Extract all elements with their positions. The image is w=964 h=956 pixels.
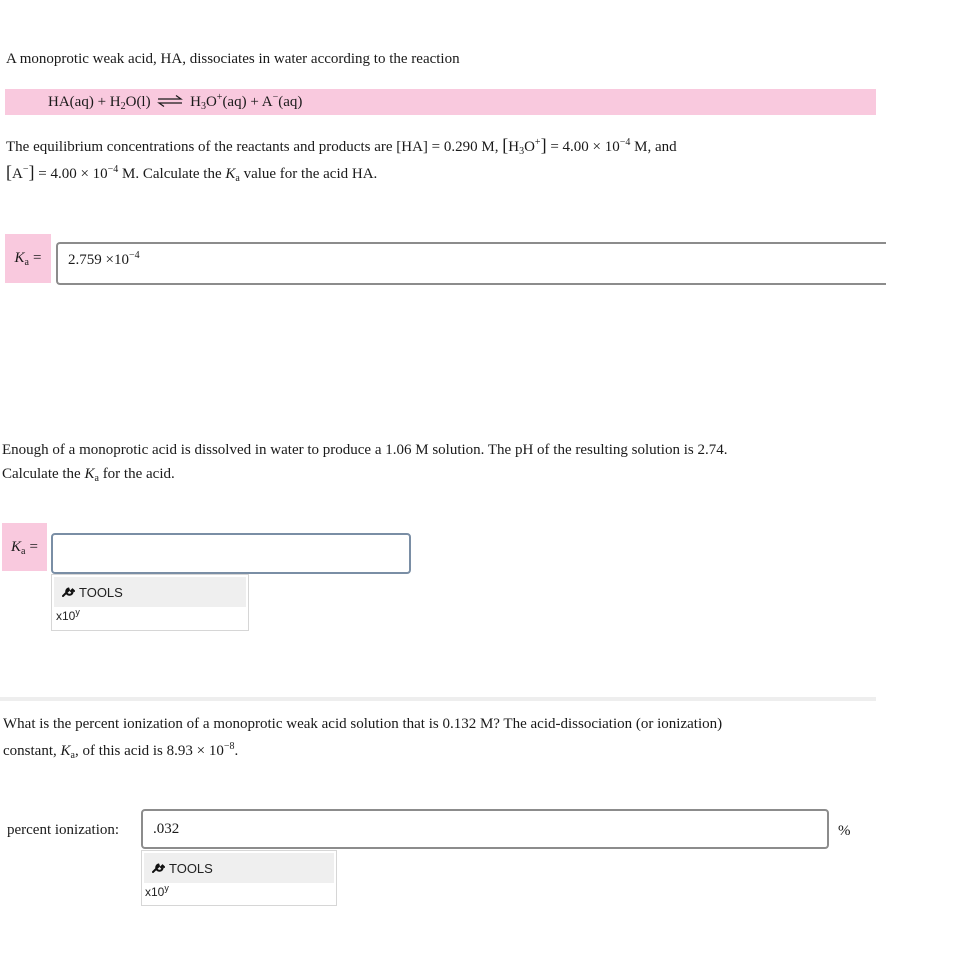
q3-x10-button[interactable]: x10$^y$	[145, 883, 169, 899]
q2-tools-button[interactable]: TOOLS	[54, 577, 246, 607]
q2-tools-panel	[51, 574, 249, 631]
q2-text-line2: Calculate the $K_a$ for the acid.	[2, 466, 175, 484]
percent-unit: %	[838, 823, 851, 839]
percent-ionization-input[interactable]	[141, 809, 829, 849]
q1-intro: A monoprotic weak acid, HA, dissociates in water according to the reaction	[6, 51, 460, 67]
reaction-equation: $HA(aq) + H_2O(l) H_3O^+(aq) + A^-(aq)$	[48, 92, 303, 112]
q2-x10-button[interactable]: x10$^y$	[56, 607, 80, 623]
q2-text-line1: Enough of a monoprotic acid is dissolved in water to produce a 1.06 M solution. The pH of the resulting solution is 2.74.	[2, 442, 728, 458]
wrench-icon	[62, 584, 75, 600]
a-minus-bracket: [A−]	[6, 162, 35, 182]
equilibrium-arrows-icon	[156, 92, 184, 114]
h3o-bracket: [	[502, 135, 509, 155]
wrench-icon	[152, 860, 165, 876]
q3-text-line1: What is the percent ionization of a monoprotic weak acid solution that is 0.132 M? The acid-dissociation (or ionization)	[3, 716, 723, 732]
q3-tools-button[interactable]: TOOLS	[144, 853, 334, 883]
q1-ka-answer-field[interactable]	[56, 242, 886, 285]
q1-concentrations-line2: $[A^-] = 4.00 \times 10^{-4}$ M. Calculate the $K_a$ value for the acid HA.	[6, 162, 378, 184]
percent-ionization-value: .032	[153, 820, 180, 837]
percent-ionization-label: percent ionization:	[7, 822, 120, 838]
section-divider	[0, 697, 876, 701]
q1-ka-label: $K_a$ =	[5, 234, 51, 283]
q2-ka-label: $K_a$ =	[2, 523, 47, 571]
q3-tools-panel	[141, 850, 337, 906]
q1-concentrations-line1: The equilibrium concentrations of the reactants and products are [HA] = 0.290 M, $[H_3O^+] = 4.00 \times 10^{-4}$ M, and	[6, 135, 677, 157]
q3-text-line2: constant, $K_a$, of this acid is $8.93 \times 10^{-8}$.	[3, 741, 239, 761]
q1-ka-answer-value: $2.759 \times 10^{-4}$	[68, 250, 140, 268]
q2-ka-input[interactable]	[51, 533, 411, 574]
